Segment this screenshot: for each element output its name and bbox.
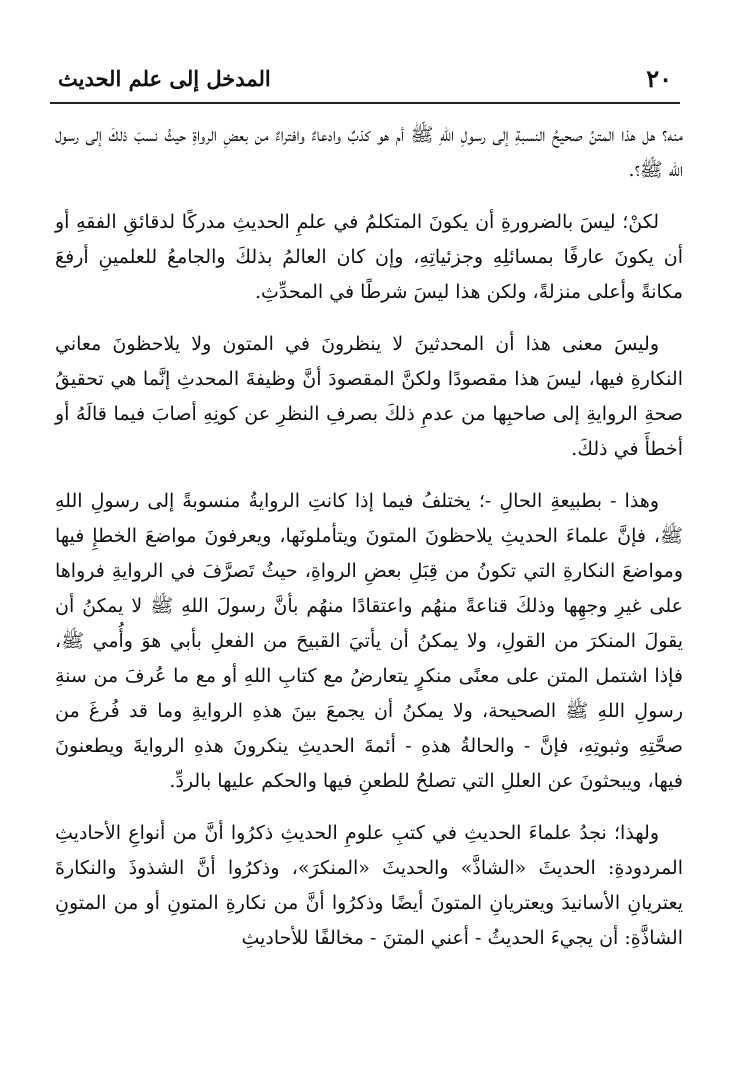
running-title: المدخل إلى علم الحديث xyxy=(58,66,271,91)
paragraph: وهذا - بطبيعةِ الحالِ -؛ يختلفُ فيما إذا كانتِ الروايةُ منسوبةً إلى رسولِ اللهِ ﷺ، فإنَّ علماءَ الحديثِ يلاحظونَ المتونَ ويتأملونَها، ويعرفونَ مواضعَ الخطإِ فيها ومواضعَ النكارةِ التي تكونُ من قِبَلِ بعضِ الرواةِ، حيثُ تَصرَّفَ في الروايةِ فرواها على غيرِ وجهِها وذلكَ قناعةً منهُم واعتقادًا منهُم بأنَّ رسولَ اللهِ ﷺ لا يمكنُ أن يقولَ المنكرَ من القولِ، ولا يمكنُ أن يأتيَ القبيحَ من الفعلِ بأبي هوَ وأُمي ﷺ، فإذا اشتمل المتن على معنًى منكرٍ يتعارضُ مع كتابِ اللهِ أو مع ما عُرفَ من سنةِ رسولِ اللهِ ﷺ الصحيحة، ولا يمكنُ أن يجمعَ بينَ هذهِ الروايةِ وما قد فُرغَ من صحَّتِهِ وثبوتِهِ، فإنَّ - والحالةُ هذهِ - أئمةَ الحديثِ ينكرونَ هذهِ الروايةَ ويطعنونَ فيها، ويبحثونَ عن العللِ التي تصلحُ للطعنِ فيها والحكم عليها بالردِّ. xyxy=(55,490,683,792)
paragraph: لكنْ؛ ليسَ بالضرورةِ أن يكونَ المتكلمُ في علمِ الحديثِ مدركًا لدقائقِ الفقهِ أو أن يكونَ عارفًا بمسائلِهِ وجزئياتِهِ، وإن كان العالمُ بذلكَ والجامعُ للعلمينِ أرفعَ مكانةً وأعلى منزلةً، ولكن هذا ليسَ شرطًا في المحدِّثِ. xyxy=(55,211,683,303)
body-text xyxy=(55,118,683,973)
page-number: ٢٠ xyxy=(646,64,672,93)
paragraph: وليسَ معنى هذا أن المحدثينَ لا ينظرونَ في المتون ولا يلاحظونَ معاني النكارةِ فيها، ليسَ هذا مقصودًا ولكنَّ المقصودَ أنَّ وظيفةَ المحدثِ إنَّما هي تحقيقُ صحةِ الروايةِ إلى صاحبِها من عدمِ ذلكَ بصرفِ النظرِ عن كونِهِ أصابَ فيما قالَهُ أو أخطأَ في ذلكَ. xyxy=(55,333,683,460)
paragraph: ولهذا؛ نجدُ علماءَ الحديثِ في كتبِ علومِ الحديثِ ذكرُوا أنَّ من أنواعِ الأحاديثِ المردودةِ: الحديثَ «الشاذَّ» والحديثَ «المنكرَ»، وذكرُوا أنَّ الشذوذَ والنكارةَ يعتريانِ الأسانيدَ ويعتريانِ المتونَ أيضًا وذكرُوا أنَّ من نكارةِ المتونِ أو من المتونِ الشاذَّةِ: أن يجيءَ الحديثُ - أعني المتنَ - مخالفًا للأحاديثِ xyxy=(55,822,683,949)
page-header xyxy=(50,62,680,104)
paragraph: منه؟ هل هذا المتنُ صحيحُ النسبةِ إلى رسولِ اللهِ ﷺ أم هو كذبٌ وادعاءٌ وافتراءٌ من بعضِ الرواةِ حيثُ نسبَ ذلكَ إلى رسول الله ﷺ؟. xyxy=(55,124,683,181)
